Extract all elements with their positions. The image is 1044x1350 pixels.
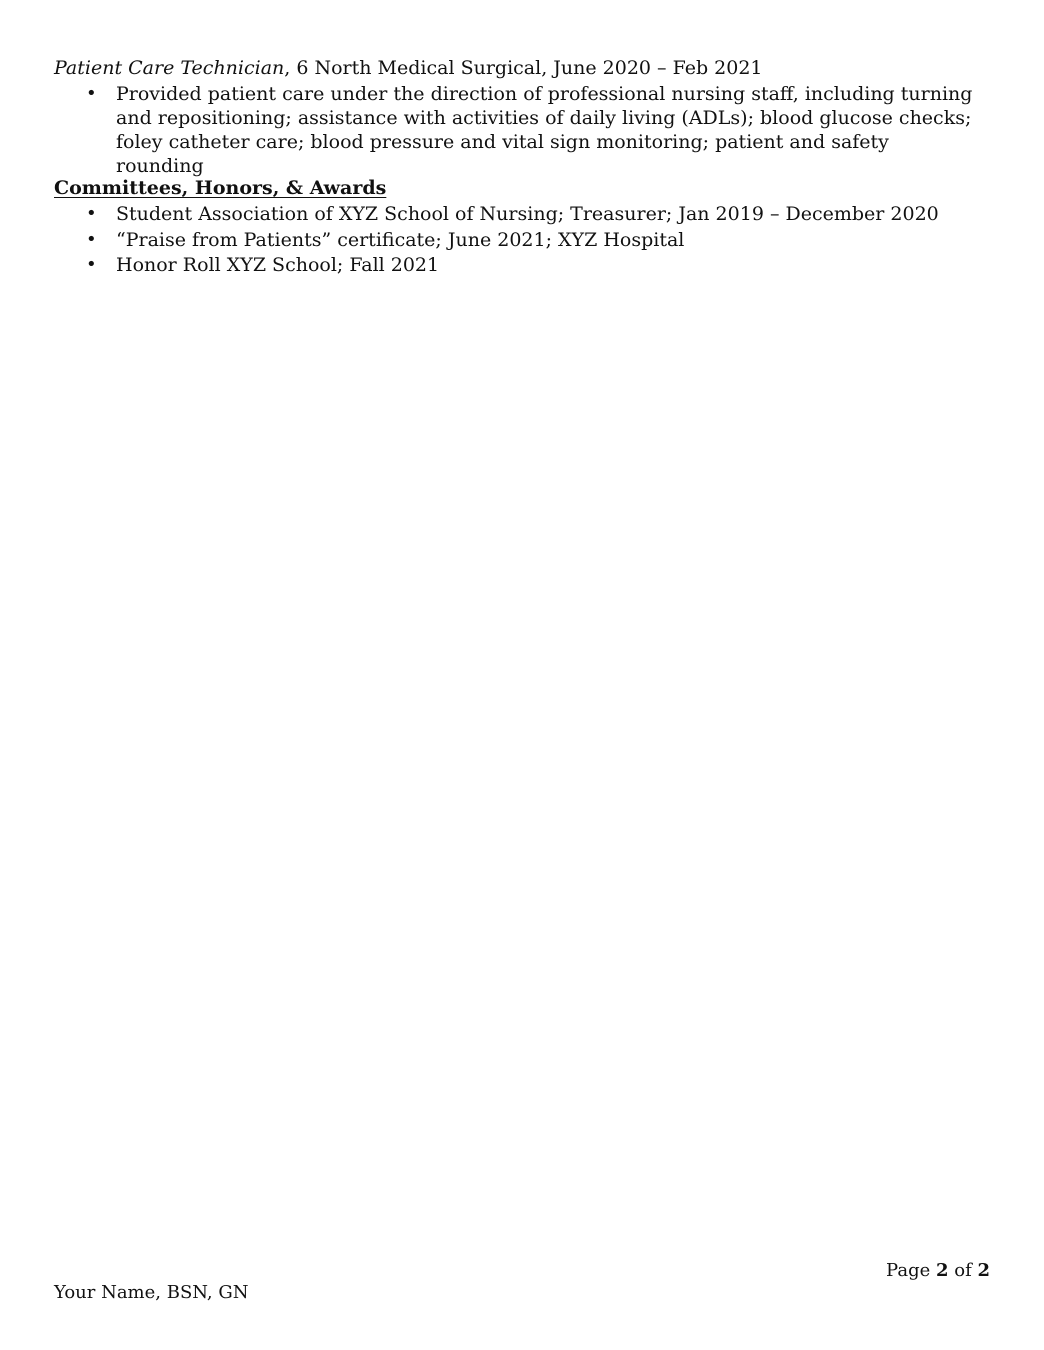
page-number-prefix: Page [886,1260,936,1281]
job-heading [54,56,763,80]
awards-section-heading: Committees, Honors, & Awards [54,177,387,199]
list-item: • Provided patient care under the direction of professional nursing staff, including turning and repositioning; assistance with activities of daily living (ADLs); blood glucose checks; foley catheter care; blood pressure and vital sign monitoring; patient and safety rounding [54,82,974,178]
list-item: • Student Association of XYZ School of Nursing; Treasurer; Jan 2019 – December 2020 [54,202,974,226]
page-number-middle: of [948,1260,978,1281]
page-number [886,1260,990,1282]
awards-list [54,202,974,279]
job-title: Patient Care Technician [54,57,285,79]
job-details: , 6 North Medical Surgical, June 2020 – Feb 2021 [284,57,763,79]
page-number-current: 2 [935,1260,949,1281]
list-item: • “Praise from Patients” certificate; June 2021; XYZ Hospital [54,228,974,252]
page-number-total: 2 [977,1260,990,1281]
job-duties-list [54,82,974,178]
list-item: • Honor Roll XYZ School; Fall 2021 [54,253,974,277]
footer-name: Your Name, BSN, GN [54,1282,249,1303]
